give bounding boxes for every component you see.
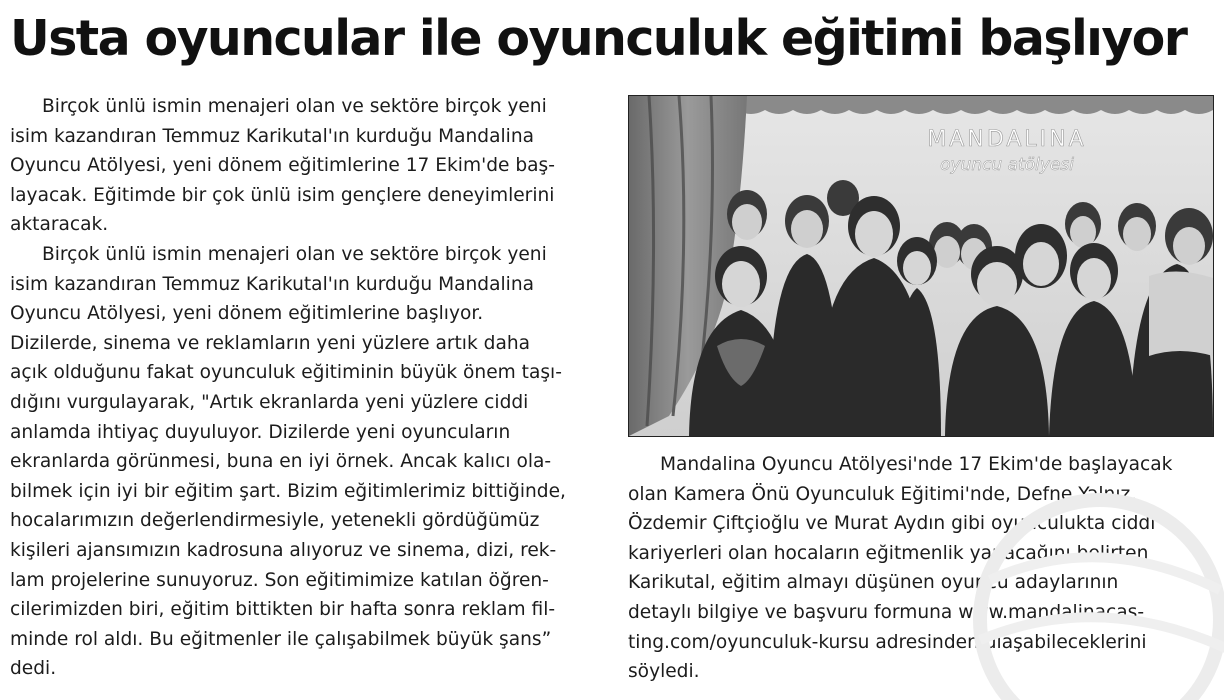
caption-line: Özdemir Çiftçioğlu ve Murat Aydın gibi oyunculukta ciddi: [628, 513, 1156, 535]
body-line: Oyuncu Atölyesi, yeni dönem eğitimlerine 17 Ekim'de baş-: [10, 155, 555, 177]
body-line: lam projelerine sunuyoruz. Son eğitimimize katılan öğren-: [10, 569, 549, 591]
body-line: isim kazandıran Temmuz Karikutal'ın kurduğu Mandalina: [10, 125, 535, 147]
headline: Usta oyuncular ile oyunculuk eğitimi başlıyor: [10, 10, 1187, 67]
body-line: minde rol aldı. Bu eğitmenler ile çalışabilmek büyük şans”: [10, 628, 552, 650]
body-line: Birçok ünlü ismin menajeri olan ve sektöre birçok yeni: [42, 96, 547, 117]
body-line: aktaracak.: [10, 214, 109, 236]
body-line: dedi.: [10, 658, 57, 680]
caption-line: ting.com/oyunculuk-kursu adresinden ulaşabileceklerini: [628, 631, 1147, 653]
body-line: dığını vurgulayarak, "Artık ekranlarda yeni yüzlere ciddi: [10, 391, 529, 413]
photo-caption: [628, 450, 1218, 687]
body-line: isim kazandıran Temmuz Karikutal'ın kurduğu Mandalina: [10, 273, 535, 295]
body-line: layacak. Eğitimde bir çok ünlü isim gençlere deneyimlerini: [10, 184, 555, 206]
paragraph-1: [10, 92, 590, 240]
body-line: Birçok ünlü ismin menajeri olan ve sektöre birçok yeni: [42, 243, 547, 265]
paragraph-2: [10, 240, 590, 684]
body-line: bilmek için iyi bir eğitim şart. Bizim eğitimlerimiz bittiğinde,: [10, 480, 566, 502]
body-line: anlamda ihtiyaç duyuluyor. Dizilerde yeni oyuncuların: [10, 421, 511, 443]
caption-line: detaylı bilgiye ve başvuru formuna www.mandalinacas-: [628, 601, 1145, 623]
caption-line: Karikutal, eğitim almayı düşünen oyuncu adaylarının: [628, 572, 1119, 594]
sign-subtitle-text: oyuncu atölyesi: [940, 155, 1074, 175]
body-line: Oyuncu Atölyesi, yeni dönem eğitimlerine başlıyor.: [10, 303, 484, 325]
body-line: Dizilerde, sinema ve reklamların yeni yüzlere artık daha: [10, 332, 531, 354]
body-line: cilerimizden biri, eğitim bittikten bir hafta sonra reklam fil-: [10, 599, 556, 621]
caption-line: söyledi.: [628, 661, 700, 683]
sign-brand-text: MANDALINA: [927, 127, 1087, 152]
caption-line: kariyerleri olan hocaların eğitmenlik yapacağını belirten: [628, 542, 1149, 564]
body-line: ekranlarda görünmesi, buna en iyi örnek. Ancak kalıcı ola-: [10, 451, 552, 473]
article-body: [10, 92, 590, 684]
body-line: açık olduğunu fakat oyunculuk eğitiminin büyük önem taşı-: [10, 362, 562, 384]
group-photo: [628, 95, 1214, 437]
caption-line: olan Kamera Önü Oyunculuk Eğitimi'nde, Defne Yalnız,: [628, 483, 1137, 505]
group-photo-illustration: [629, 96, 1213, 436]
caption-line: Mandalina Oyuncu Atölyesi'nde 17 Ekim'de başlayacak: [660, 454, 1173, 475]
body-line: hocalarımızın değerlendirmesiyle, yetenekli gördüğümüz: [10, 510, 540, 532]
body-line: kişileri ajansımızın kadrosuna alıyoruz ve sinema, dizi, rek-: [10, 539, 557, 561]
